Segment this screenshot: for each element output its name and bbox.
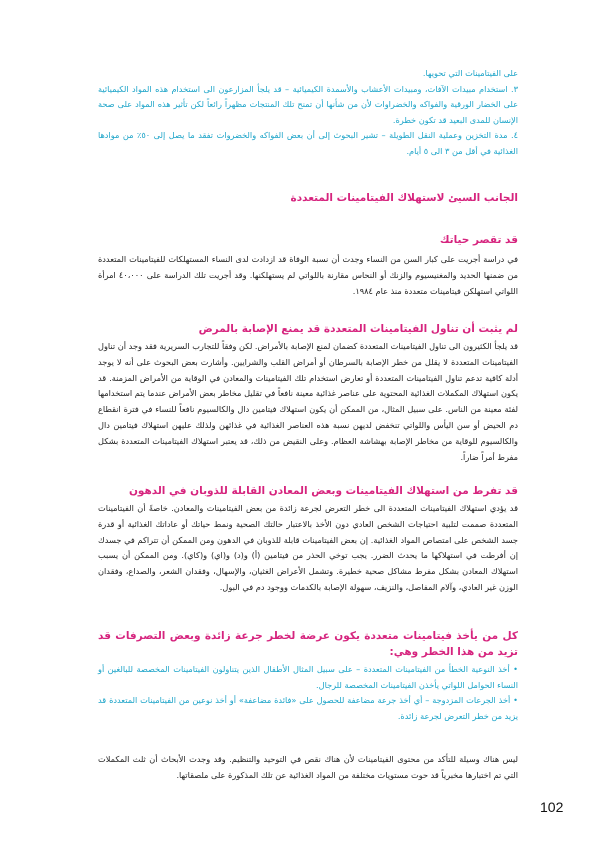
section-body-3: قد يؤدي استهلاك الفيتامينات المتعددة الى خطر التعرض لجرعة زائدة من بعض الفيتامينات والمعادن. خاصةً أن الفيتامينات المتعددة صممت لتلبية احتياجات الشخص العادي دون الأخذ بالاعتبار حالتك الصحية ونمط حياتك أو عاداتك الغذائية أو قدرة جسد الشخص على امتصاص المواد الغذائية. إن بعض الفيتامينات قابلة للذوبان في الدهون ومن الممكن أن تتراكم في جسدك إن أفرطت في استهلاكها ما يحدث الضرر. يجب توخي الحذر من فيتامين (أ) و(د) و(اي) و(كاي). ومن الممكن أن يسبب استهلاك المعادن بشكل مفرط مشاكل صحية خطيرة. وتشمل الأعراض الغثيان، والإسهال، وفقدان الشعر، والصداع، وفقدان الوزن غير العادي، وآلام المفاصل، والنزيف، سهولة الإصابة بالكدمات ووجود دم في البول. <box>98 503 518 592</box>
section-title: الجانب السيئ لاستهلاك الفيتامينات المتعددة <box>290 192 518 204</box>
intro-item-3: ٣. استخدام مبيدات الآفات، ومبيدات الأعشاب والأسمدة الكيميائية – قد يلجأ المزارعون الى استخدام هذه المواد الكيميائية على الخضار الورقية والفواكه والخضراوات لأن من شأنها أن تمنح تلك المنتجات مظهراً رائعاً لكن تأثير هذه المواد على صحة الإنسان للمدى البعيد قد تكون خطرة. <box>98 83 518 125</box>
page-number: 102 <box>540 799 564 815</box>
intro-list <box>98 66 518 159</box>
risk-heading: كل من يأخذ فيتامينات متعددة يكون عرضة لخطر جرعة زائدة وبعض التصرفات قد تزيد من هذا الخطر وهي: <box>98 630 518 658</box>
section-heading-1: قد تقصر حياتك <box>439 234 518 246</box>
section-heading-2: لم يثبت أن تناول الفيتامينات المتعددة قد يمنع الإصابة بالمرض <box>198 323 518 335</box>
risk-bullet-2: • أخذ الجرعات المزدوجة – أي أخذ جرعة مضاعفة للحصول على «فائدة مضاعفة» أو أخذ نوعين من الفيتامينات المتعددة قد يزيد من خطر التعرض لجرعة زائدة. <box>98 695 518 721</box>
risk-bullet-1: • أخذ النوعية الخطأ من الفيتامينات المتعددة – على سبيل المثال الأطفال الذين يتناولون الفيتامينات المخصصة للبالغين أو النساء الحوامل اللواتي يأخذن الفيتامينات المخصصة للرجال. <box>98 664 518 690</box>
risk-bullets <box>98 662 518 724</box>
section-body-2: قد يلجأ الكثيرون الى تناول الفيتامينات المتعددة كضمان لمنع الإصابة بالأمراض. لكن وفقاً للتجارب السريرية فقد وجد أن تناول الفيتامينات المتعددة لا يقلل من خطر الإصابة بالسرطان أو أمراض القلب والشرايين. وأشارت بعض البحوث على أنه لا يوجد أدلة كافية تدعم تناول الفيتامينات المتعددة أو تعارض استخدام تلك الفيتامينات والمعادن في الوقاية من الأمراض المزمنة. قد يكون استهلاك المكملات الغذائية المحتوية على عناصر غذائية معينة نافعاً في تقليل مخاطر بعض الأمراض عندما يتم استخدامها لفئة معينة من الناس. على سبيل المثال، من الممكن أن يكون استهلاك فيتامين دال والكالسيوم نافعاً للنساء في فترة انقطاع دم الحيض أو سن اليأس واللواتي تنخفض لديهن نسبة هذه العناصر الغذائية في غذائهن ولذلك عليهن استهلاك فيتامين دال والكالسيوم للوقاية من مخاطر الإصابة بهشاشة العظام. وعلى النقيض من ذلك، قد يعتبر استهلاك الفيتامينات المتعددة بشكل مفرط أمراً ضاراً. <box>98 341 518 462</box>
section-body-1: في دراسة أجريت على كبار السن من النساء وجدت أن نسبة الوفاة قد ازدادت لدى النساء المستهلكات للفيتامينات المتعددة من ضمنها الحديد والمغنيسيوم والزنك أو النحاس مقارنة باللواتي لم يستهلكنها. وقد أجريت تلك الدراسة على ٤٠،٠٠٠ امرأة اللواتي استهلكن فيتامينات متعددة منذ عام ١٩٨٤. <box>98 254 518 296</box>
intro-line-1: على الفيتامينات التي تحويها. <box>422 68 518 78</box>
intro-item-4: ٤. مدة التخزين وعملية النقل الطويلة – تشير البحوث إلى أن بعض الفواكه والخضروات تفقد ما يصل إلى ٥٠٪ من موادها الغذائية في أقل من ٣ الى ٥ أيام. <box>98 130 518 156</box>
section-heading-3: قد تفرط من استهلاك الفيتامينات وبعض المعادن القابلة للذوبان في الدهون <box>128 485 518 497</box>
closing-paragraph: ليس هناك وسيلة للتأكد من محتوى الفيتامينات لأن هناك نقص في التوحيد والتنظيم. وقد وجدت الأبحاث أن ثلث المكملات التي تم اختبارها مخبرياً قد حوت مستويات مختلفة من المواد الغذائية عن تلك المذكورة على ملصقاتها. <box>98 754 518 780</box>
